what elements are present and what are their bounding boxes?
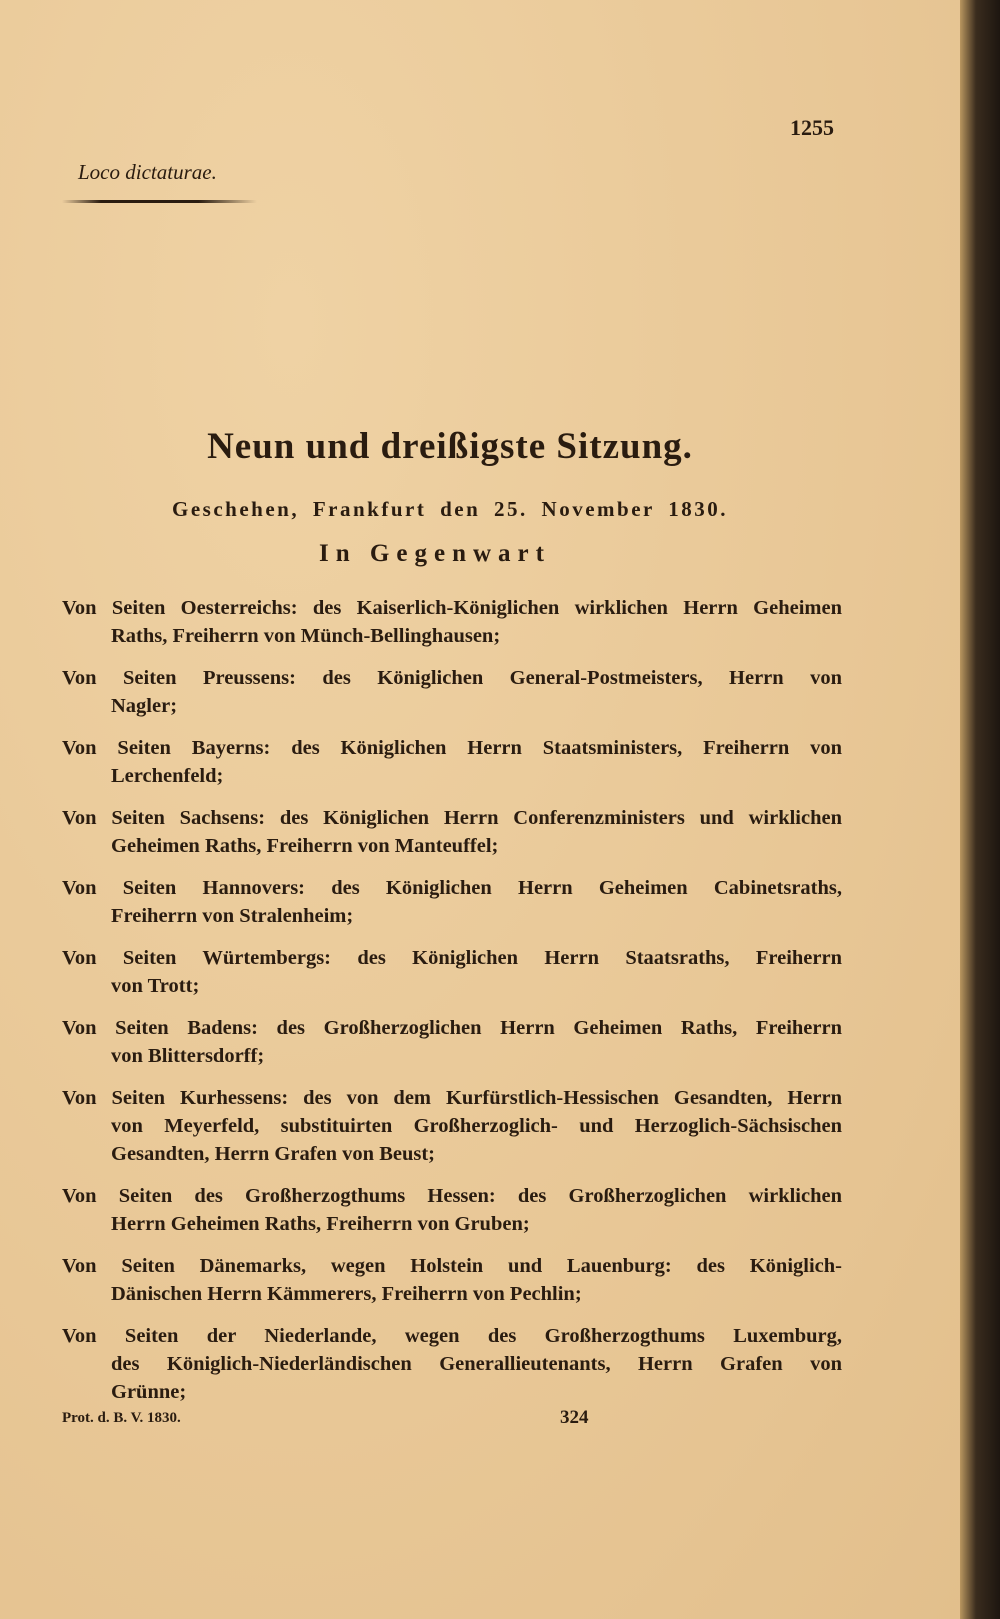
attendee-entry-line: Raths, Freiherrn von Münch-Bellinghausen; — [111, 625, 501, 647]
attendee-entry — [62, 1252, 842, 1308]
attendee-entry-line: Von Seiten Sachsens: des Königlichen Herrn Conferenzministers und wirklichen — [62, 807, 842, 829]
attendee-entry-line: von Blittersdorff; — [111, 1045, 265, 1067]
attendee-entry-line: Von Seiten Hannovers: des Königlichen Herrn Geheimen Cabinetsraths, — [62, 877, 842, 899]
attendee-entry-line: Nagler; — [111, 695, 178, 717]
marginal-note-rule — [62, 200, 257, 203]
attendee-entry-line: von Trott; — [111, 975, 200, 997]
attendee-entry-line: Von Seiten Preussens: des Königlichen General-Postmeisters, Herrn von — [62, 667, 842, 689]
attendee-entry-line: des Königlich-Niederländischen Generallieutenants, Herrn Grafen von — [111, 1353, 842, 1375]
attendee-entry-line: Von Seiten Würtembergs: des Königlichen Herrn Staatsraths, Freiherrn — [62, 947, 842, 969]
attendee-entry-line: Herrn Geheimen Raths, Freiherrn von Gruben; — [111, 1213, 530, 1235]
marginal-note: Loco dictaturae. — [78, 160, 217, 184]
attendee-entry-line: Von Seiten Badens: des Großherzoglichen Herrn Geheimen Raths, Freiherrn — [62, 1017, 842, 1039]
attendee-entry-line: Gesandten, Herrn Grafen von Beust; — [111, 1143, 435, 1165]
attendee-entry — [62, 804, 842, 860]
attendee-entry-line: Geheimen Raths, Freiherrn von Manteuffel; — [111, 835, 499, 857]
attendee-entry — [62, 664, 842, 720]
attendee-entry — [62, 1014, 842, 1070]
attendee-entry-line: Von Seiten des Großherzogthums Hessen: des Großherzoglichen wirklichen — [62, 1185, 842, 1207]
attendee-entry-line: Dänischen Herrn Kämmerers, Freiherrn von Pechlin; — [111, 1283, 582, 1305]
attendee-entry-line: von Meyerfeld, substituirten Großherzoglich- und Herzoglich-Sächsischen — [111, 1115, 842, 1137]
attendee-entry-line: Lerchenfeld; — [111, 765, 224, 787]
attendee-entry-line: Von Seiten Kurhessens: des von dem Kurfürstlich-Hessischen Gesandten, Herrn — [62, 1087, 842, 1109]
attendee-entry-line: Von Seiten Bayerns: des Königlichen Herrn Staatsministers, Freiherrn von — [62, 737, 842, 759]
attendee-list — [62, 594, 842, 1420]
attendee-entry — [62, 944, 842, 1000]
attendee-entry-line: Grünne; — [111, 1381, 187, 1403]
attendee-entry — [62, 1322, 842, 1406]
attendee-entry — [62, 874, 842, 930]
footer-sheet-number: 324 — [560, 1407, 589, 1428]
attendee-entry-line: Von Seiten der Niederlande, wegen des Großherzogthums Luxemburg, — [62, 1325, 842, 1347]
footer-signature-mark: Prot. d. B. V. 1830. — [62, 1410, 181, 1426]
attendee-entry — [62, 734, 842, 790]
session-title: Neun und dreißigste Sitzung. — [207, 426, 693, 467]
attendee-entry-line: Von Seiten Oesterreichs: des Kaiserlich-Königlichen wirklichen Herrn Geheimen — [62, 597, 842, 619]
attendee-entry — [62, 1182, 842, 1238]
attendee-entry — [62, 1084, 842, 1168]
attendee-entry-line: Freiherrn von Stralenheim; — [111, 905, 354, 927]
session-date-line: Geschehen, Frankfurt den 25. November 1830. — [172, 497, 728, 521]
page-number: 1255 — [790, 115, 834, 140]
scan-edge — [960, 0, 1000, 1619]
presence-heading: In Gegenwart — [319, 540, 551, 567]
attendee-entry — [62, 594, 842, 650]
attendee-entry-line: Von Seiten Dänemarks, wegen Holstein und Lauenburg: des Königlich- — [62, 1255, 842, 1277]
